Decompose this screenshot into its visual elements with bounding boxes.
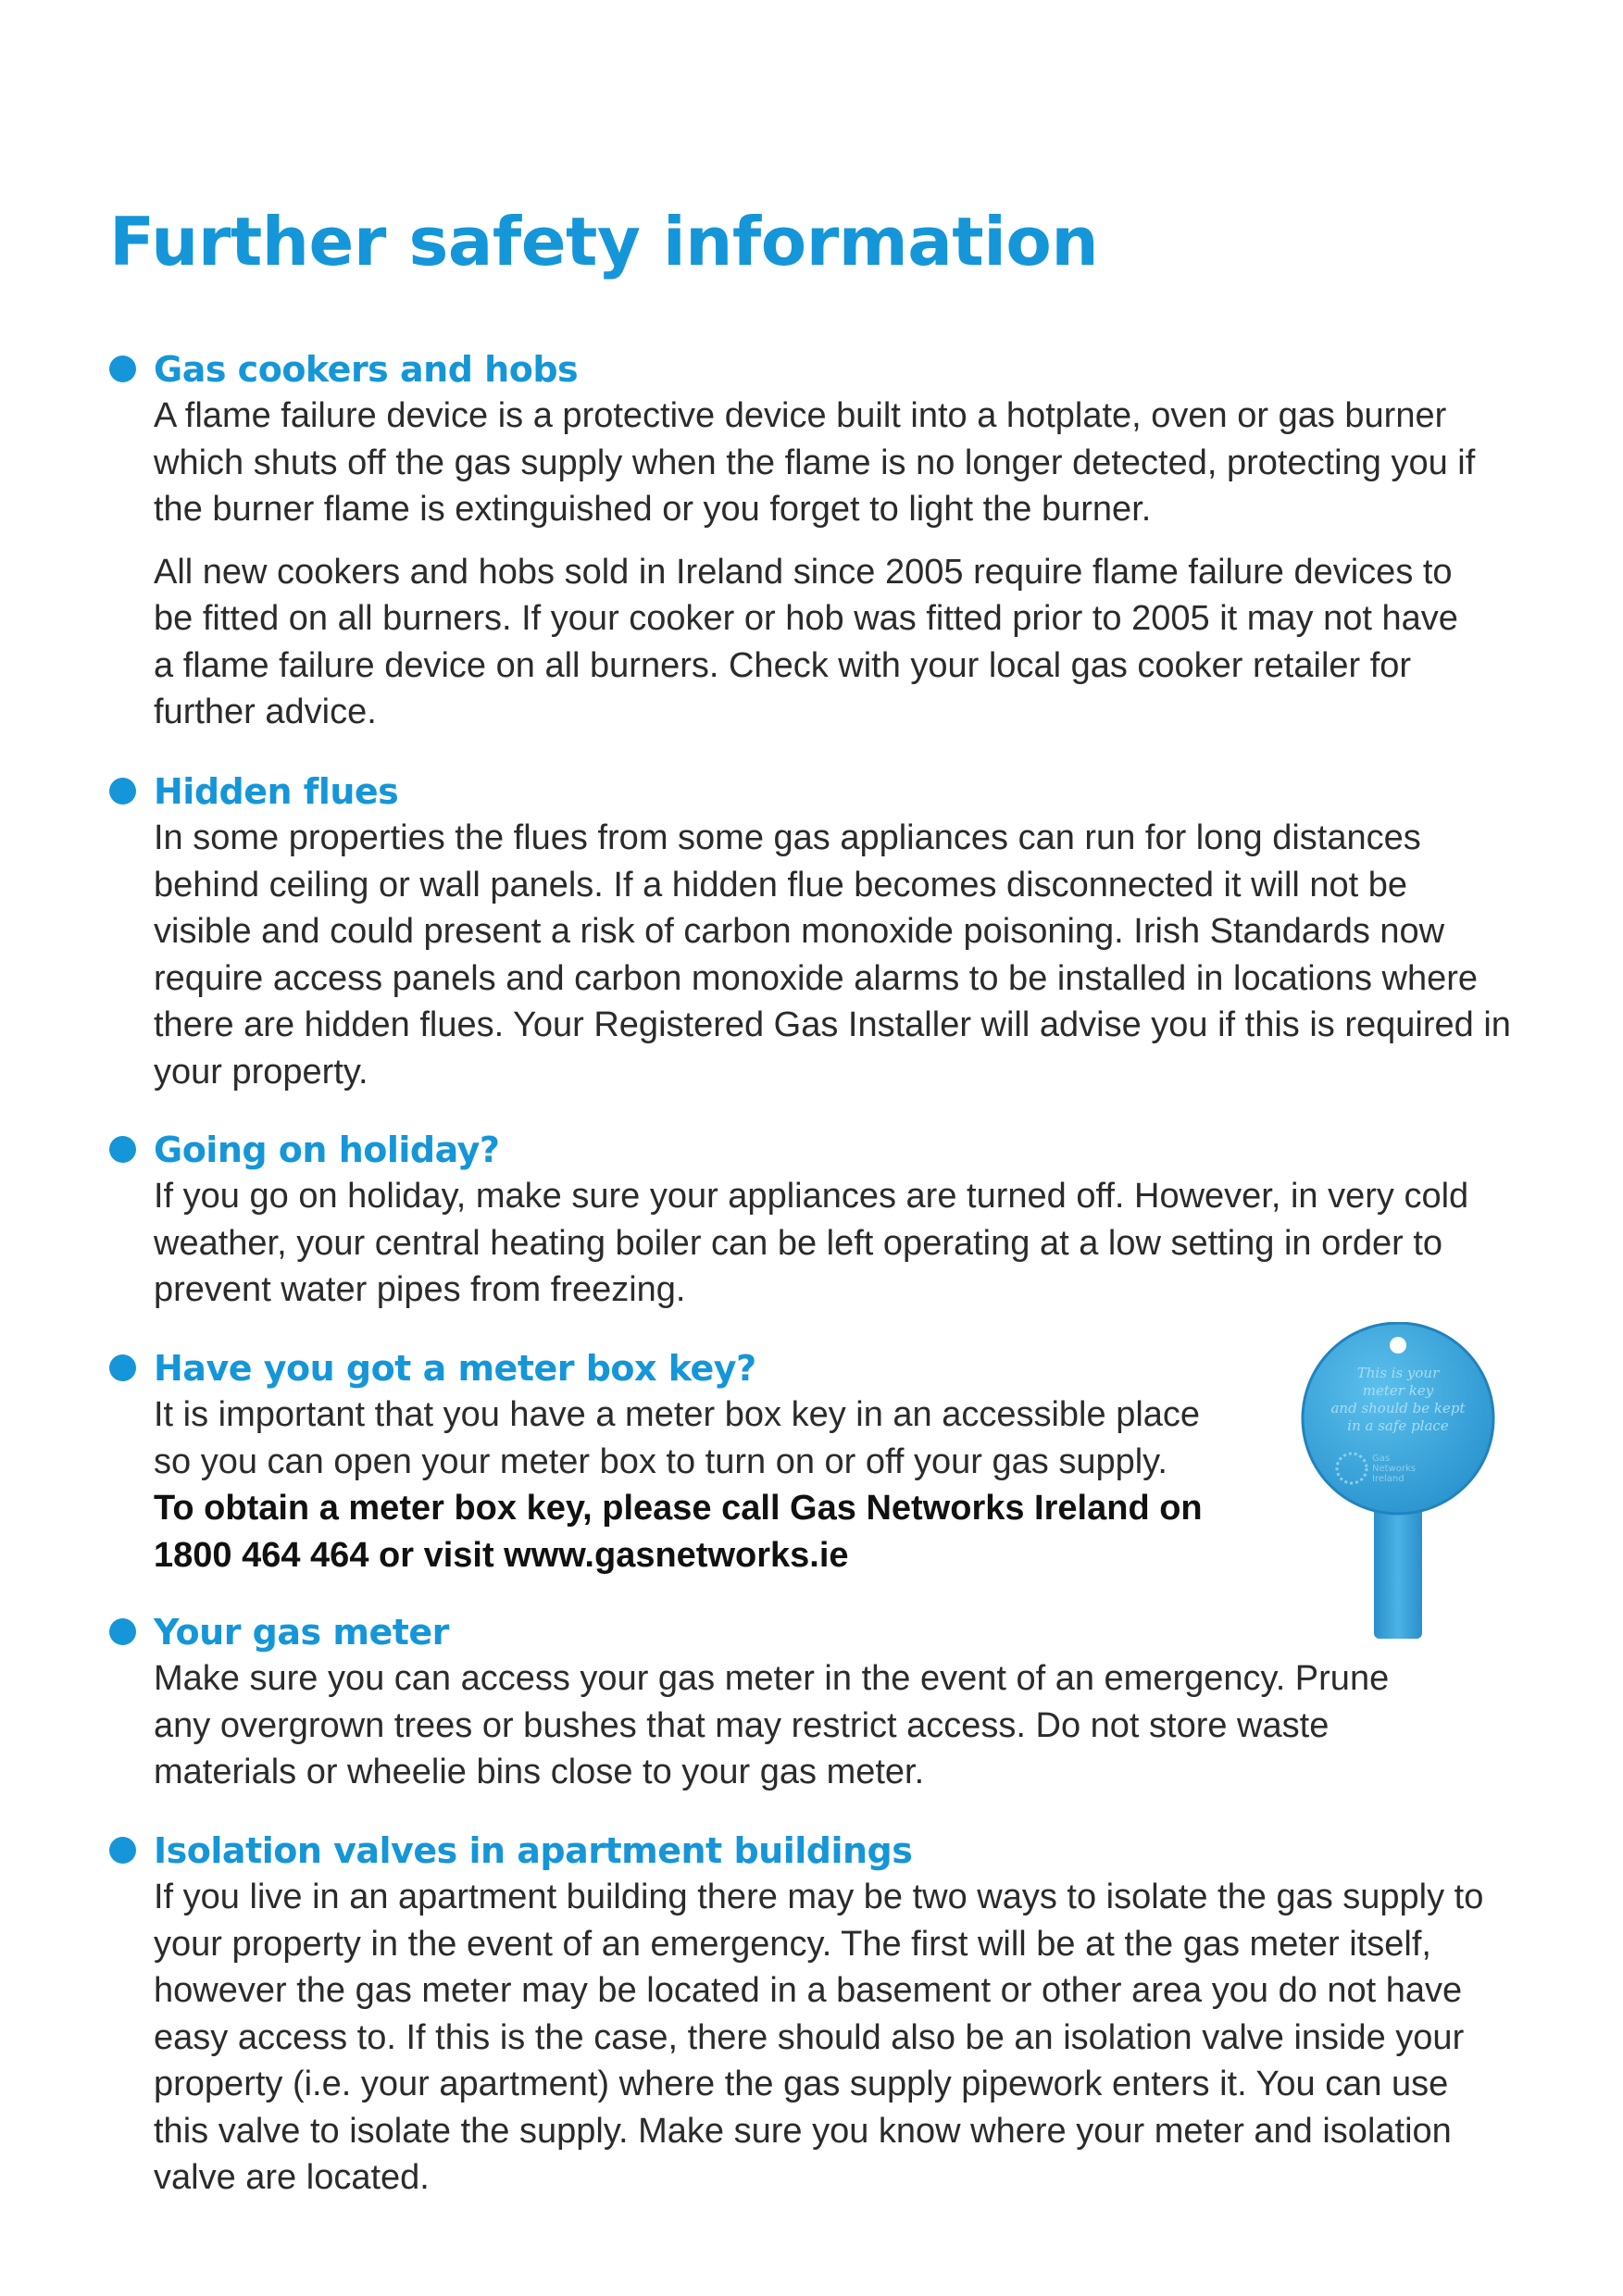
svg-text:Networks: Networks [1372,1464,1416,1474]
svg-text:meter key: meter key [1362,1382,1434,1399]
paragraph: A flame failure device is a protective device built into a hotplate, oven or gas burner which shuts off the gas supply when the flame is no longer detected, protecting you if the burner flame is extinguished or you forget to light the burner. [154,396,1476,529]
svg-text:and should be kept: and should be kept [1330,1400,1466,1416]
section-gas-cookers [109,346,1507,736]
svg-text:Ireland: Ireland [1372,1474,1405,1484]
section-your-gas-meter [109,1609,1507,1796]
svg-text:in a safe place: in a safe place [1347,1417,1449,1434]
paragraph: All new cookers and hobs sold in Ireland since 2005 require flame failure devices to be fitted on all burners. If your cooker or hob was fitted prior to 2005 it may not have a flame failure device on all burners. Check with your local gas cooker retailer for further advice. [154,552,1458,731]
section-heading: Have you got a meter box key? [154,1348,756,1389]
key-hole [1390,1337,1406,1354]
contact-info: To obtain a meter box key, please call Gas Networks Ireland on 1800 464 464 or visit www.gasnetworks.ie [154,1489,1203,1575]
bullet-icon [109,1837,136,1864]
bullet-icon [109,356,136,382]
page-title: Further safety information [109,203,1099,281]
section-heading: Going on holiday? [154,1129,500,1170]
svg-text:Gas: Gas [1372,1454,1391,1464]
meter-key-illustration [1298,1322,1498,1641]
bullet-icon [109,1136,136,1163]
section-isolation-valves [109,1828,1507,2202]
section-heading: Hidden flues [154,771,399,812]
section-going-on-holiday [109,1127,1507,1314]
paragraph: Make sure you can access your gas meter in the event of an emergency. Prune any overgrown trees or bushes that may restrict access. Do not store waste materials or wheelie bins close to your gas meter. [154,1659,1390,1791]
bullet-icon [109,778,136,805]
section-heading: Your gas meter [154,1612,449,1653]
svg-text:This is your: This is your [1356,1365,1440,1381]
paragraph: If you go on holiday, make sure your appliances are turned off. However, in very cold weather, your central heating boiler can be left operating at a low setting in order to prevent water pipes from freezing. [154,1177,1469,1309]
section-hidden-flues [109,768,1511,1095]
paragraph: In some properties the flues from some gas appliances can run for long distances behind ceiling or wall panels. If a hidden flue becomes disconnected it will not be visible and could present a risk of carbon monoxide poisoning. Irish Standards now require access panels and carbon monoxide alarms to be installed in locations where there are hidden flues. Your Registered Gas Installer will advise you if this is required in your property. [154,818,1511,1092]
bullet-icon [109,1618,136,1645]
section-heading: Gas cookers and hobs [154,349,579,390]
section-heading: Isolation valves in apartment buildings [154,1830,913,1871]
paragraph: It is important that you have a meter box key in an accessible place so you can open your meter box to turn on or off your gas supply. [154,1395,1201,1481]
paragraph: If you live in an apartment building there may be two ways to isolate the gas supply to your property in the event of an emergency. The first will be at the gas meter itself, however the gas meter may be located in a basement or other area you do not have easy access to. If this is the case, there should also be an isolation valve inside your property (i.e. your apartment) where the gas supply pipework enters it. You can use this valve to isolate the supply. Make sure you know where your meter and isolation valve are located. [154,1878,1484,2197]
bullet-icon [109,1354,136,1381]
